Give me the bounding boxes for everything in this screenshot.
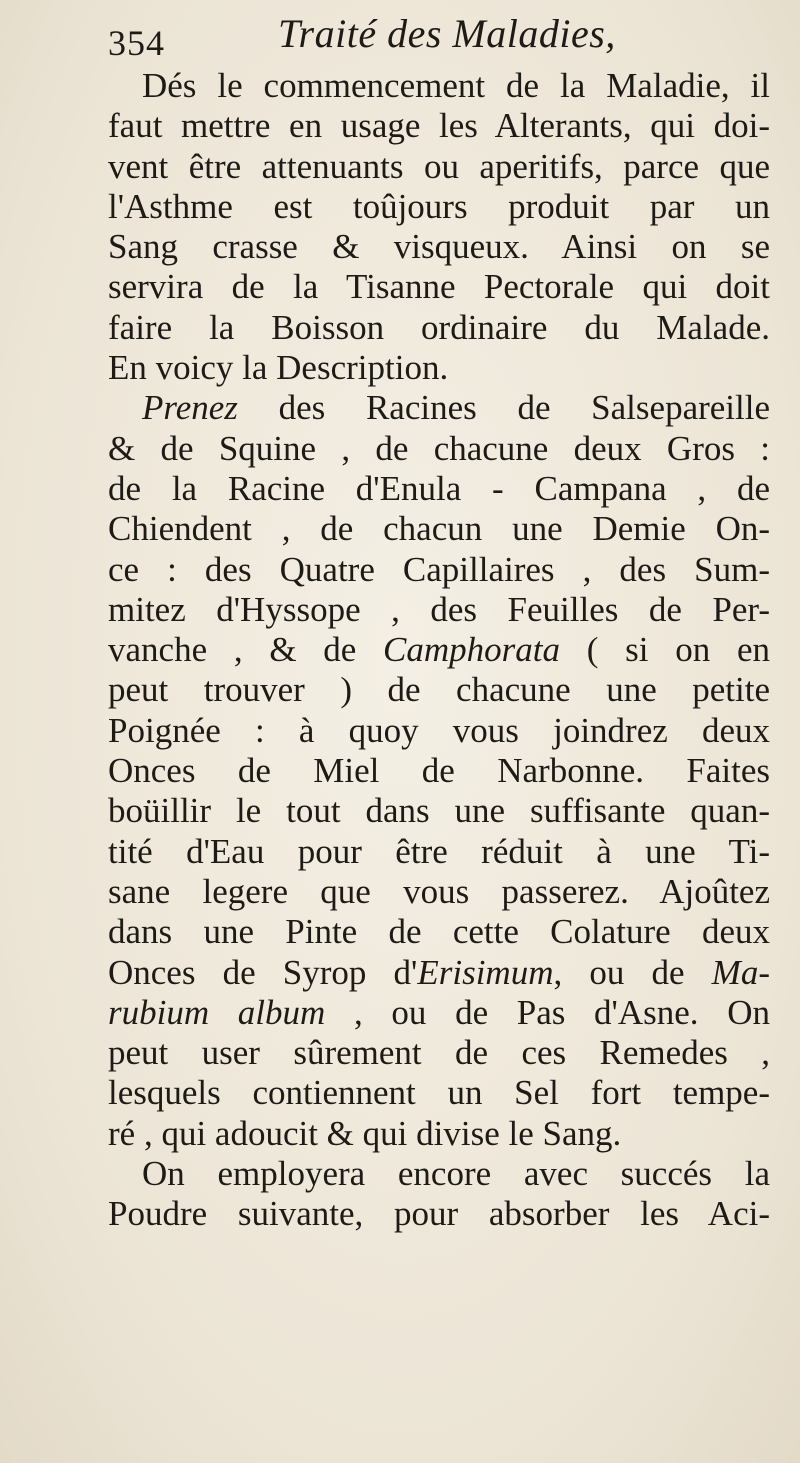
line-text: dans une Pinte de cette Colature deux — [108, 912, 770, 952]
line-text: Sang crasse & visqueux. Ainsi on se — [108, 227, 770, 267]
text-line — [108, 590, 770, 630]
text-line — [108, 106, 770, 146]
line-text: Poignée : à quoy vous joindrez deux — [108, 710, 770, 750]
text-line — [108, 66, 770, 106]
text-line — [108, 912, 770, 952]
line-text: peut trouver ) de chacune une petite — [108, 670, 770, 710]
line-text: , ou de Pas d'Asne. On — [325, 992, 770, 1032]
text-line — [108, 670, 770, 710]
text-line — [108, 308, 770, 348]
line-text: ce : des Quatre Capillaires , des Sum- — [108, 549, 770, 589]
line-text: , ou de — [553, 952, 712, 992]
line-text: Poudre suivante, pour absorber les Aci- — [108, 1194, 770, 1234]
text-line — [108, 469, 770, 509]
line-text: vanche , & de — [108, 630, 384, 670]
line-text: & de Squine , de chacune deux Gros : — [108, 428, 770, 468]
text-line — [108, 1194, 770, 1234]
text-line — [108, 953, 770, 993]
text-line — [108, 832, 770, 872]
line-text: faut mettre en usage les Alterants, qui doi- — [108, 106, 770, 146]
line-text: Dés le commencement de la Maladie, il — [142, 66, 770, 105]
text-line — [108, 187, 770, 227]
text-line — [108, 630, 770, 670]
line-text: tité d'Eau pour être réduit à une Ti- — [108, 831, 770, 871]
text-line — [108, 751, 770, 791]
text-line — [108, 711, 770, 751]
line-text: Onces de Syrop d' — [108, 952, 418, 992]
line-text: lesquels contiennent un Sel fort tempe- — [108, 1073, 770, 1113]
line-text: sane legere que vous passerez. Ajoûtez — [108, 871, 770, 911]
italic-term: Prenez — [142, 388, 238, 428]
text-line — [108, 147, 770, 187]
italic-term: Erisimum — [417, 952, 554, 992]
text-line — [108, 1033, 770, 1073]
line-text: servira de la Tisanne Pectorale qui doit — [108, 267, 770, 307]
text-line — [108, 1154, 770, 1194]
line-text: Chiendent , de chacun une Demie On- — [108, 509, 770, 549]
italic-term: Camphorata — [383, 630, 561, 670]
line-text: ré , qui adoucit & qui divise le Sang. — [108, 1113, 622, 1153]
line-text: faire la Boisson ordinaire du Malade. — [108, 307, 770, 347]
italic-term: Ma- — [711, 952, 770, 992]
line-text: Onces de Miel de Narbonne. Faites — [108, 751, 770, 791]
text-line — [108, 267, 770, 307]
body-text — [108, 66, 770, 1235]
text-line — [108, 550, 770, 590]
line-text: En voicy la Description. — [108, 348, 449, 388]
line-text: boüillir le tout dans une suffisante quan- — [108, 791, 770, 831]
text-line — [108, 872, 770, 912]
line-text: l'Asthme est toûjours produit par un — [108, 186, 770, 226]
line-text: peut user sûrement de ces Remedes , — [108, 1033, 770, 1073]
text-line — [108, 791, 770, 831]
italic-term: rubium album — [108, 992, 326, 1032]
text-line — [108, 1073, 770, 1113]
text-line — [108, 1114, 770, 1154]
text-line — [108, 429, 770, 469]
line-text: On employera encore avec succés la — [142, 1154, 770, 1194]
text-line — [108, 348, 770, 388]
page-header — [108, 8, 768, 68]
text-line — [108, 388, 770, 428]
text-line — [108, 227, 770, 267]
running-title: Traité des Maladies, — [278, 11, 616, 56]
line-text: mitez d'Hyssope , des Feuilles de Per- — [108, 589, 770, 629]
line-text: de la Racine d'Enula - Campana , de — [108, 468, 770, 508]
page-number: 354 — [108, 23, 165, 63]
text-line — [108, 993, 770, 1033]
line-text: ( si on en — [560, 630, 770, 670]
line-text: vent être attenuants ou aperitifs, parce que — [108, 146, 770, 186]
text-line — [108, 509, 770, 549]
line-text: des Racines de Salsepareille — [237, 388, 770, 428]
